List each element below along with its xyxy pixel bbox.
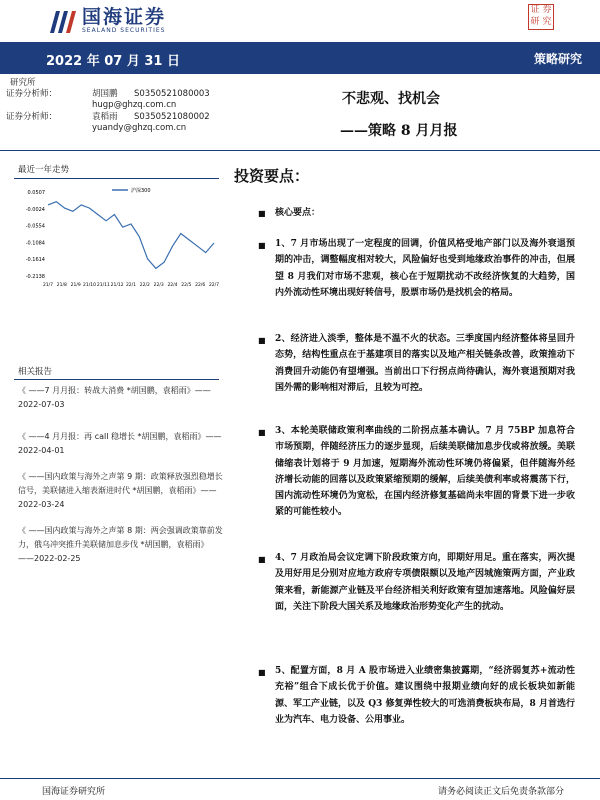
related-report-item[interactable]: 《 ——国内政策与海外之声第 9 期：政策释放强烈稳增长信号，美联储进入缩表渐进时代 *胡国鹏，袁稻雨》——2022-03-24 [18, 472, 223, 509]
related-report-item[interactable]: 《 ——国内政策与海外之声第 8 期：两会强调政策靠前发力，俄乌冲突推升美联储加息步伐 *胡国鹏，袁稻雨》——2022-02-25 [18, 526, 223, 563]
analyst-label: 证券分析师： [6, 111, 58, 122]
x-tick-label: 21/9 [70, 283, 81, 288]
bullet-icon: ■ [258, 241, 266, 250]
footer-divider [0, 778, 600, 779]
related-reports-list [18, 384, 223, 578]
core-heading: 核心要点： [275, 208, 321, 218]
report-subtitle: ——策略 8 月月报 [340, 123, 458, 139]
logo-chinese-name: 国海证券 [82, 6, 167, 28]
divider [14, 178, 219, 179]
seal-icon: 证 券 研 究 [528, 4, 554, 30]
bullet-icon: ■ [258, 209, 266, 218]
y-tick-label: -0.2138 [25, 274, 45, 280]
analyst-name: 胡国鹏 [92, 89, 118, 100]
x-tick-label: 21/7 [42, 283, 54, 288]
y-tick-label: -0.0554 [25, 223, 45, 230]
x-tick-label: 22/7 [208, 283, 219, 288]
report-category: 策略研究 [533, 52, 582, 66]
analyst-email[interactable]: yuandy@ghzq.com.cn [92, 122, 187, 133]
x-tick-label: 22/6 [195, 283, 206, 288]
x-tick-label: 22/3 [153, 283, 164, 288]
trend-title: 最近一年走势 [18, 165, 70, 175]
x-tick-label: 22/1 [125, 283, 137, 288]
series-line-hs300 [48, 202, 214, 269]
x-tick-label: 22/5 [181, 283, 192, 288]
analyst-code: S0350521080003 [134, 89, 210, 100]
related-report-item[interactable]: 《 ——7 月月报：转战大消费 *胡国鹏，袁稻雨》——2022-07-03 [18, 386, 211, 409]
report-title: 不悲观、找机会 [342, 91, 440, 107]
divider [14, 379, 219, 380]
company-logo [48, 6, 166, 36]
trend-chart-svg [14, 184, 219, 290]
logo-mark-icon [48, 7, 78, 35]
bullet-icon: ■ [258, 668, 266, 677]
related-reports-title: 相关报告 [18, 367, 53, 377]
keypoint-paragraph-3: 3、本轮美联储政策利率曲线的二阶拐点基本确认。7 月 75BP 加息符合市场预期，伴随经济压力的逐步显现，后续美联储加息步伐或将放缓。美联储缩表计划将于 9 月加速，短期海外流动性环境仍将偏紧，但伴随海外经济增长动能的回落以及政策紧缩预期的缓解，后续美债利率或将震荡下行，国内流动性环境仍为宽松，在国内经济修复基础尚未牢固的背景下进一步收紧的可能性较小。 [275, 426, 575, 518]
footer-disclaimer: 请务必阅读正文后免责条款部分 [437, 787, 564, 797]
role-label: 研究所 [10, 78, 36, 88]
x-tick-label: 21/12 [110, 283, 124, 288]
analyst-code: S0350521080002 [134, 111, 210, 122]
footer-institute: 国海证券研究所 [42, 787, 106, 797]
y-tick-label: -0.1084 [25, 240, 45, 247]
trend-chart [14, 184, 219, 290]
keypoint-paragraph-2: 2、经济进入淡季，整体是不温不火的状态。三季度国内经济整体将呈回升态势，结构性重点在于基建项目的落实以及地产相关链条改善，政策推动下消费回升动能仍有望增强。当前出口下行拐点尚待确认，海外衰退预期对我国外需的影响相对滞后，且较为可控。 [275, 334, 575, 393]
bullet-icon: ■ [258, 336, 266, 345]
header-bar [0, 42, 600, 74]
y-tick-label: -0.0024 [25, 206, 45, 213]
legend-label: 沪深300 [131, 188, 151, 194]
x-tick-label: 21/11 [96, 283, 110, 288]
report-date: 2022 年 07 月 31 日 [46, 54, 180, 69]
x-tick-label: 21/10 [83, 283, 96, 288]
bullet-icon: ■ [258, 428, 266, 437]
x-tick-label: 21/8 [56, 283, 67, 288]
keypoints-title: 投资要点： [234, 167, 310, 185]
x-tick-label: 22/4 [167, 283, 178, 288]
analyst-email[interactable]: hugp@ghzq.com.cn [92, 100, 177, 111]
analyst-label: 证券分析师： [6, 89, 58, 100]
logo-english-name: SEALAND SECURITIES [82, 27, 166, 34]
bullet-icon: ■ [258, 555, 266, 564]
x-tick-label: 22/2 [139, 283, 150, 288]
divider [0, 150, 600, 151]
y-tick-label: -0.1614 [25, 257, 45, 264]
keypoint-paragraph-4: 4、7 月政治局会议定调下阶段政策方向，即期好用足。重在落实，两次提及用好用足分别对应地方政府专项债限额以及地产因城施策两方面，产业政策来看，新能源产业链及平台经济相关利好政策有望加速落地。风险偏好层面，关注下阶段大国关系及地缘政治形势变化产生的扰动。 [275, 553, 575, 612]
y-tick-label: 0.0507 [27, 190, 45, 196]
keypoint-paragraph-5: 5、配置方面，8 月 A 股市场进入业绩密集披露期，“经济弱复苏+流动性充裕”组合下成长优于价值。建议围绕中报期业绩向好的成长板块如新能源、军工产业链，以及 Q3 修复弹性较大的可选消费板块布局，8 月首选行业为汽车、电力设备、公用事业。 [275, 666, 575, 725]
keypoint-paragraph-1: 1、7 月市场出现了一定程度的回调，价值风格受地产部门以及海外衰退预期的冲击，调整幅度相对较大，风险偏好也受到地缘政治事件的冲击，但展望 8 月我们对市场不悲观，核心在于短期扰动不改经济恢复的大趋势，国内外流动性环境出现好转信号，股票市场仍是找机会的格局。 [275, 239, 575, 298]
related-report-item[interactable]: 《 ——4 月月报：再 call 稳增长 *胡国鹏，袁稻雨》——2022-04-01 [18, 432, 222, 455]
analyst-name: 袁稻雨 [92, 111, 118, 122]
